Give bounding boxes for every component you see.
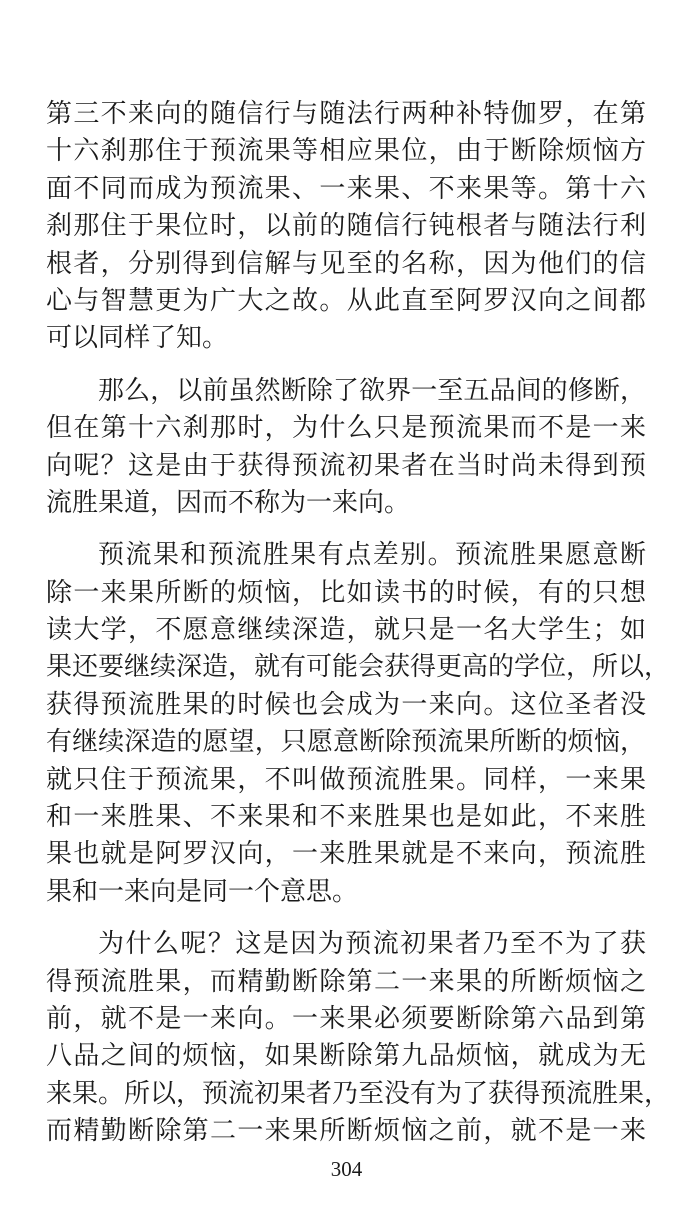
text-line: 流胜果道，因而不称为一来向。 xyxy=(46,487,411,518)
text-line: 有继续深造的愿望，只愿意断除预流果所断的烦恼， xyxy=(46,727,646,758)
text-line: 八品之间的烦恼，如果断除第九品烦恼，就成为无 xyxy=(46,1041,646,1072)
text-line: 向呢？这是由于获得预流初果者在当时尚未得到预 xyxy=(46,450,646,481)
text-line: 和一来胜果、不来果和不来胜果也是如此，不来胜 xyxy=(46,802,646,833)
text-line: 为什么呢？这是因为预流初果者乃至不为了获 xyxy=(98,929,646,960)
paragraph-1 xyxy=(46,96,646,358)
text-line: 除一来果所断的烦恼，比如读书的时候，有的只想 xyxy=(46,577,646,608)
text-line: 前，就不是一来向。一来果必须要断除第六品到第 xyxy=(46,1003,646,1034)
text-line: 预流果和预流胜果有点差别。预流胜果愿意断 xyxy=(98,540,646,571)
text-line: 心与智慧更为广大之故。从此直至阿罗汉向之间都 xyxy=(46,285,646,316)
text-line: 第三不来向的随信行与随法行两种补特伽罗，在第 xyxy=(46,99,646,129)
text-line: 果也就是阿罗汉向，一来胜果就是不来向，预流胜 xyxy=(46,839,646,870)
text-line: 可以同样了知。 xyxy=(46,323,229,354)
paragraph-4 xyxy=(46,926,671,1150)
text-line: 就只住于预流果，不叫做预流胜果。同样，一来果 xyxy=(46,764,646,795)
text-line: 果还要继续深造，就有可能会获得更高的学位，所以， xyxy=(46,652,671,683)
text-line: 那么，以前虽然断除了欲界一至五品间的修断， xyxy=(98,375,646,406)
paragraph-3 xyxy=(46,537,671,911)
text-line: 读大学，不愿意继续深造，就只是一名大学生；如 xyxy=(46,615,646,646)
text-line: 果和一来向是同一个意思。 xyxy=(46,876,359,907)
text-line: 来果。所以，预流初果者乃至没有为了获得预流胜果， xyxy=(46,1078,671,1109)
text-line: 十六刹那住于预流果等相应果位，由于断除烦恼方 xyxy=(46,136,646,167)
paragraph-2 xyxy=(46,373,646,523)
text-line: 刹那住于果位时，以前的随信行钝根者与随法行利 xyxy=(46,211,646,242)
page-number: 304 xyxy=(330,1157,363,1181)
text-line: 面不同而成为预流果、一来果、不来果等。第十六 xyxy=(46,173,646,204)
text-line: 得预流胜果，而精勤断除第二一来果的所断烦恼之 xyxy=(46,966,646,997)
text-line: 获得预流胜果的时候也会成为一来向。这位圣者没 xyxy=(46,689,646,720)
body-text xyxy=(46,96,671,1151)
text-line: 根者，分别得到信解与见至的名称，因为他们的信 xyxy=(46,248,646,279)
text-line: 而精勤断除第二一来果所断烦恼之前，就不是一来 xyxy=(46,1116,646,1147)
text-line: 但在第十六刹那时，为什么只是预流果而不是一来 xyxy=(46,413,646,444)
